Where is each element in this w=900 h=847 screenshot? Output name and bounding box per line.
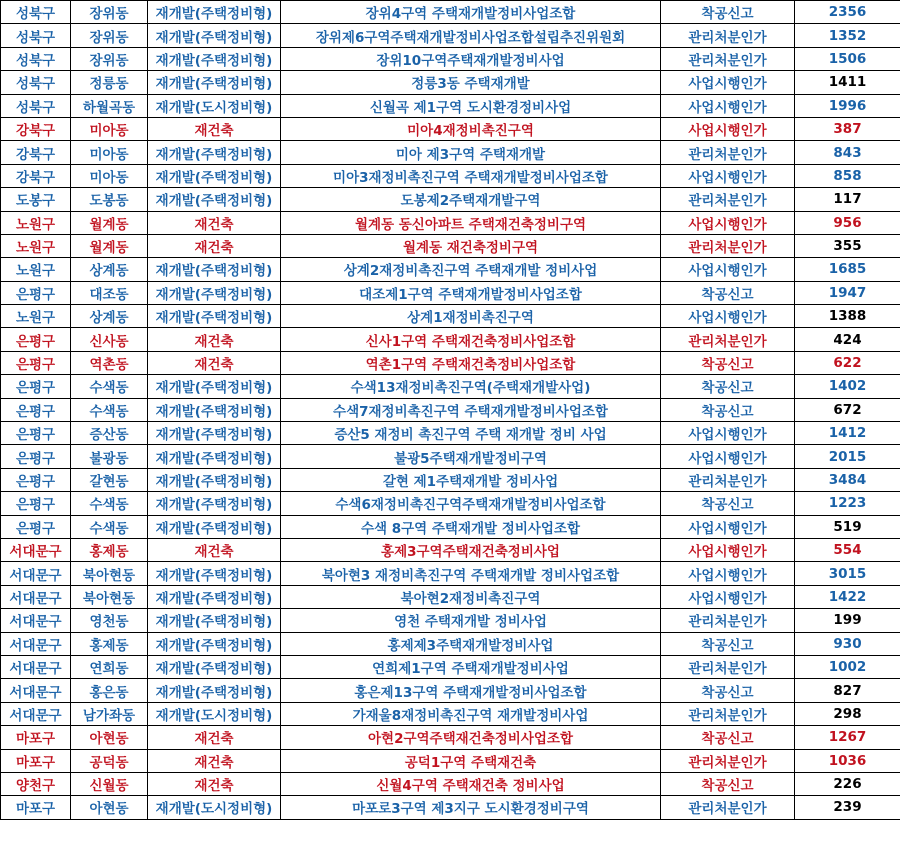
project-type-cell: 재개발(주택정비형) [148,679,281,702]
dong-cell: 도봉동 [71,188,148,211]
project-type-cell: 재개발(주택정비형) [148,515,281,538]
table-row [1,211,900,234]
household-count-cell: 387 [795,117,900,140]
table-row [1,328,900,351]
project-name-cell: 신월곡 제1구역 도시환경정비사업 [281,94,661,117]
district-cell: 은평구 [1,515,71,538]
project-name-cell: 수색13재정비촉진구역(주택재개발사업) [281,375,661,398]
household-count-cell: 554 [795,538,900,561]
household-count-cell: 1223 [795,492,900,515]
stage-cell: 착공신고 [661,398,795,421]
stage-cell: 착공신고 [661,632,795,655]
dong-cell: 아현동 [71,796,148,819]
table-row [1,398,900,421]
project-name-cell: 수색 8구역 주택재개발 정비사업조합 [281,515,661,538]
district-cell: 성북구 [1,71,71,94]
district-cell: 강북구 [1,164,71,187]
table-row [1,632,900,655]
table-row [1,702,900,725]
project-type-cell: 재개발(주택정비형) [148,141,281,164]
district-cell: 은평구 [1,445,71,468]
stage-cell: 착공신고 [661,772,795,795]
household-count-cell: 1002 [795,655,900,678]
project-type-cell: 재개발(주택정비형) [148,1,281,24]
project-name-cell: 가재울8재정비촉진구역 재개발정비사업 [281,702,661,725]
dong-cell: 수색동 [71,515,148,538]
project-name-cell: 미아3재정비촉진구역 주택재개발정비사업조합 [281,164,661,187]
dong-cell: 장위동 [71,1,148,24]
stage-cell: 관리처분인가 [661,655,795,678]
dong-cell: 정릉동 [71,71,148,94]
dong-cell: 수색동 [71,375,148,398]
table-row [1,422,900,445]
stage-cell: 관리처분인가 [661,328,795,351]
household-count-cell: 3015 [795,562,900,585]
district-cell: 은평구 [1,281,71,304]
project-name-cell: 연희제1구역 주택재개발정비사업 [281,655,661,678]
dong-cell: 북아현동 [71,562,148,585]
household-count-cell: 298 [795,702,900,725]
dong-cell: 미아동 [71,164,148,187]
project-name-cell: 월계동 동신아파트 주택재건축정비구역 [281,211,661,234]
stage-cell: 사업시행인가 [661,117,795,140]
stage-cell: 관리처분인가 [661,749,795,772]
district-cell: 서대문구 [1,538,71,561]
dong-cell: 상계동 [71,305,148,328]
project-name-cell: 홍제3구역주택재건축정비사업 [281,538,661,561]
district-cell: 마포구 [1,749,71,772]
stage-cell: 사업시행인가 [661,258,795,281]
stage-cell: 사업시행인가 [661,585,795,608]
district-cell: 강북구 [1,141,71,164]
table-row [1,71,900,94]
project-type-cell: 재건축 [148,328,281,351]
stage-cell: 착공신고 [661,281,795,304]
district-cell: 노원구 [1,305,71,328]
dong-cell: 증산동 [71,422,148,445]
stage-cell: 사업시행인가 [661,211,795,234]
stage-cell: 관리처분인가 [661,468,795,491]
project-name-cell: 북아현2재정비촉진구역 [281,585,661,608]
stage-cell: 사업시행인가 [661,538,795,561]
dong-cell: 장위동 [71,24,148,47]
district-cell: 성북구 [1,24,71,47]
stage-cell: 관리처분인가 [661,188,795,211]
household-count-cell: 117 [795,188,900,211]
stage-cell: 사업시행인가 [661,515,795,538]
project-type-cell: 재개발(도시정비형) [148,702,281,725]
district-cell: 은평구 [1,328,71,351]
district-cell: 서대문구 [1,562,71,585]
project-name-cell: 수색7재정비촉진구역 주택재개발정비사업조합 [281,398,661,421]
household-count-cell: 858 [795,164,900,187]
project-type-cell: 재개발(주택정비형) [148,47,281,70]
household-count-cell: 672 [795,398,900,421]
district-cell: 성북구 [1,1,71,24]
household-count-cell: 956 [795,211,900,234]
project-type-cell: 재개발(도시정비형) [148,796,281,819]
household-count-cell: 1412 [795,422,900,445]
project-type-cell: 재개발(주택정비형) [148,655,281,678]
table-row [1,749,900,772]
table-row [1,47,900,70]
household-count-cell: 930 [795,632,900,655]
project-name-cell: 상계1재정비촉진구역 [281,305,661,328]
district-cell: 노원구 [1,258,71,281]
household-count-cell: 519 [795,515,900,538]
stage-cell: 사업시행인가 [661,94,795,117]
dong-cell: 연희동 [71,655,148,678]
stage-cell: 착공신고 [661,679,795,702]
table-row [1,772,900,795]
district-cell: 강북구 [1,117,71,140]
project-name-cell: 공덕1구역 주택재건축 [281,749,661,772]
dong-cell: 상계동 [71,258,148,281]
table-row [1,538,900,561]
project-name-cell: 정릉3동 주택재개발 [281,71,661,94]
project-type-cell: 재개발(도시정비형) [148,94,281,117]
project-name-cell: 미아 제3구역 주택재개발 [281,141,661,164]
project-name-cell: 역촌1구역 주택재건축정비사업조합 [281,351,661,374]
project-type-cell: 재건축 [148,234,281,257]
project-type-cell: 재개발(주택정비형) [148,258,281,281]
table-row [1,117,900,140]
table-row [1,609,900,632]
table-row [1,726,900,749]
project-type-cell: 재건축 [148,351,281,374]
household-count-cell: 1036 [795,749,900,772]
household-count-cell: 2015 [795,445,900,468]
project-name-cell: 대조제1구역 주택재개발정비사업조합 [281,281,661,304]
project-name-cell: 상계2재정비촉진구역 주택재개발 정비사업 [281,258,661,281]
project-name-cell: 수색6재정비촉진구역주택재개발정비사업조합 [281,492,661,515]
dong-cell: 장위동 [71,47,148,70]
project-name-cell: 아현2구역주택재건축정비사업조합 [281,726,661,749]
district-cell: 노원구 [1,234,71,257]
stage-cell: 착공신고 [661,492,795,515]
dong-cell: 영천동 [71,609,148,632]
dong-cell: 수색동 [71,492,148,515]
table-row [1,351,900,374]
dong-cell: 신월동 [71,772,148,795]
project-type-cell: 재건축 [148,772,281,795]
dong-cell: 불광동 [71,445,148,468]
project-name-cell: 홍은제13구역 주택재개발정비사업조합 [281,679,661,702]
dong-cell: 신사동 [71,328,148,351]
project-type-cell: 재개발(주택정비형) [148,609,281,632]
stage-cell: 착공신고 [661,375,795,398]
dong-cell: 미아동 [71,141,148,164]
table-row [1,375,900,398]
project-type-cell: 재건축 [148,726,281,749]
household-count-cell: 1411 [795,71,900,94]
district-cell: 성북구 [1,47,71,70]
household-count-cell: 1388 [795,305,900,328]
household-count-cell: 355 [795,234,900,257]
project-type-cell: 재개발(주택정비형) [148,164,281,187]
project-type-cell: 재개발(주택정비형) [148,445,281,468]
project-type-cell: 재개발(주택정비형) [148,375,281,398]
project-name-cell: 장위10구역주택재개발정비사업 [281,47,661,70]
stage-cell: 관리처분인가 [661,234,795,257]
table-row [1,281,900,304]
stage-cell: 착공신고 [661,726,795,749]
project-name-cell: 신사1구역 주택재건축정비사업조합 [281,328,661,351]
table-row [1,468,900,491]
project-type-cell: 재개발(주택정비형) [148,281,281,304]
district-cell: 성북구 [1,94,71,117]
dong-cell: 역촌동 [71,351,148,374]
project-type-cell: 재개발(주택정비형) [148,632,281,655]
table-row [1,585,900,608]
district-cell: 서대문구 [1,655,71,678]
table-row [1,94,900,117]
household-count-cell: 1402 [795,375,900,398]
district-cell: 도봉구 [1,188,71,211]
stage-cell: 관리처분인가 [661,141,795,164]
project-type-cell: 재개발(주택정비형) [148,562,281,585]
household-count-cell: 1422 [795,585,900,608]
table-row [1,492,900,515]
district-cell: 은평구 [1,351,71,374]
household-count-cell: 827 [795,679,900,702]
dong-cell: 월계동 [71,211,148,234]
dong-cell: 미아동 [71,117,148,140]
table-row [1,164,900,187]
project-type-cell: 재개발(주택정비형) [148,305,281,328]
household-count-cell: 1506 [795,47,900,70]
stage-cell: 착공신고 [661,1,795,24]
table-row [1,258,900,281]
household-count-cell: 1267 [795,726,900,749]
project-name-cell: 증산5 재정비 촉진구역 주택 재개발 정비 사업 [281,422,661,445]
district-cell: 서대문구 [1,609,71,632]
household-count-cell: 1947 [795,281,900,304]
table-row [1,1,900,24]
district-cell: 서대문구 [1,702,71,725]
project-type-cell: 재개발(주택정비형) [148,585,281,608]
district-cell: 서대문구 [1,679,71,702]
table-row [1,562,900,585]
table-row [1,188,900,211]
district-cell: 서대문구 [1,632,71,655]
project-name-cell: 마포로3구역 제3지구 도시환경정비구역 [281,796,661,819]
project-type-cell: 재개발(주택정비형) [148,398,281,421]
project-type-cell: 재개발(주택정비형) [148,24,281,47]
district-cell: 은평구 [1,375,71,398]
project-type-cell: 재개발(주택정비형) [148,468,281,491]
stage-cell: 관리처분인가 [661,609,795,632]
stage-cell: 관리처분인가 [661,796,795,819]
project-name-cell: 홍제제3주택재개발정비사업 [281,632,661,655]
stage-cell: 사업시행인가 [661,305,795,328]
table-row [1,679,900,702]
project-type-cell: 재건축 [148,538,281,561]
table-body [1,1,900,820]
stage-cell: 사업시행인가 [661,422,795,445]
household-count-cell: 226 [795,772,900,795]
dong-cell: 홍은동 [71,679,148,702]
project-name-cell: 도봉제2주택재개발구역 [281,188,661,211]
district-cell: 서대문구 [1,585,71,608]
household-count-cell: 199 [795,609,900,632]
project-type-cell: 재개발(주택정비형) [148,492,281,515]
dong-cell: 갈현동 [71,468,148,491]
household-count-cell: 1352 [795,24,900,47]
dong-cell: 남가좌동 [71,702,148,725]
table-row [1,24,900,47]
district-cell: 은평구 [1,492,71,515]
dong-cell: 하월곡동 [71,94,148,117]
project-name-cell: 불광5주택재개발정비구역 [281,445,661,468]
district-cell: 마포구 [1,796,71,819]
project-type-cell: 재건축 [148,749,281,772]
dong-cell: 아현동 [71,726,148,749]
stage-cell: 착공신고 [661,351,795,374]
project-name-cell: 북아현3 재정비촉진구역 주택재개발 정비사업조합 [281,562,661,585]
dong-cell: 대조동 [71,281,148,304]
table-row [1,305,900,328]
household-count-cell: 1996 [795,94,900,117]
project-type-cell: 재건축 [148,211,281,234]
dong-cell: 홍제동 [71,538,148,561]
household-count-cell: 239 [795,796,900,819]
stage-cell: 사업시행인가 [661,562,795,585]
project-name-cell: 월계동 재건축정비구역 [281,234,661,257]
district-cell: 은평구 [1,422,71,445]
household-count-cell: 843 [795,141,900,164]
project-type-cell: 재개발(주택정비형) [148,422,281,445]
project-type-cell: 재건축 [148,117,281,140]
project-name-cell: 신월4구역 주택재건축 정비사업 [281,772,661,795]
household-count-cell: 3484 [795,468,900,491]
table-row [1,655,900,678]
project-name-cell: 미아4재정비촉진구역 [281,117,661,140]
table-row [1,234,900,257]
stage-cell: 사업시행인가 [661,71,795,94]
project-name-cell: 갈현 제1주택재개발 정비사업 [281,468,661,491]
stage-cell: 관리처분인가 [661,702,795,725]
project-name-cell: 장위제6구역주택재개발정비사업조합설립추진위원회 [281,24,661,47]
dong-cell: 수색동 [71,398,148,421]
household-count-cell: 1685 [795,258,900,281]
project-type-cell: 재개발(주택정비형) [148,71,281,94]
stage-cell: 관리처분인가 [661,24,795,47]
project-type-cell: 재개발(주택정비형) [148,188,281,211]
table-row [1,141,900,164]
dong-cell: 월계동 [71,234,148,257]
table-row [1,796,900,819]
district-cell: 노원구 [1,211,71,234]
household-count-cell: 2356 [795,1,900,24]
household-count-cell: 424 [795,328,900,351]
project-name-cell: 장위4구역 주택재개발정비사업조합 [281,1,661,24]
table-row [1,445,900,468]
district-cell: 은평구 [1,468,71,491]
household-count-cell: 622 [795,351,900,374]
dong-cell: 공덕동 [71,749,148,772]
stage-cell: 사업시행인가 [661,164,795,187]
district-cell: 은평구 [1,398,71,421]
dong-cell: 홍제동 [71,632,148,655]
stage-cell: 사업시행인가 [661,445,795,468]
table-row [1,515,900,538]
dong-cell: 북아현동 [71,585,148,608]
stage-cell: 관리처분인가 [661,47,795,70]
district-cell: 마포구 [1,726,71,749]
project-name-cell: 영천 주택재개발 정비사업 [281,609,661,632]
district-cell: 양천구 [1,772,71,795]
